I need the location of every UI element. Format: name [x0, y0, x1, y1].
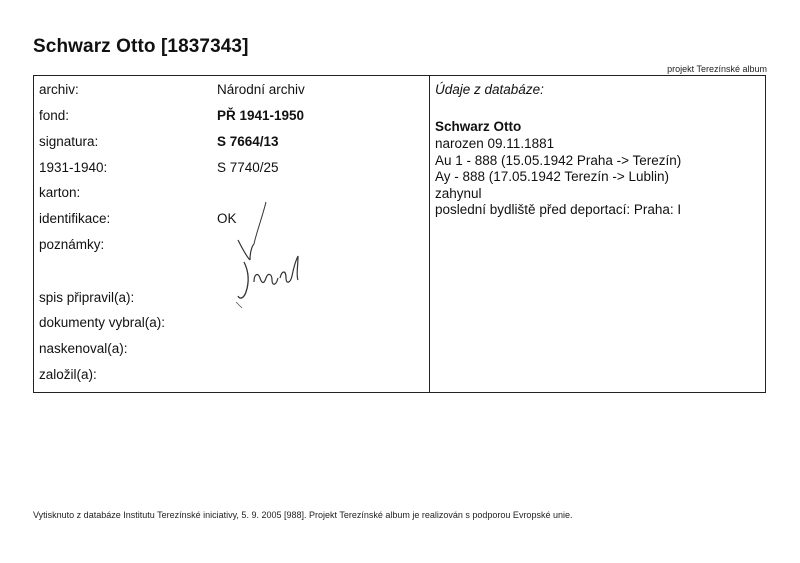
- info-line-birth: narozen 09.11.1881: [435, 136, 555, 151]
- field-label: fond:: [39, 108, 70, 123]
- person-name: Schwarz Otto: [435, 118, 522, 134]
- database-heading: Údaje z databáze:: [435, 82, 544, 97]
- project-label: projekt Terezínské album: [667, 64, 767, 74]
- page-title: Schwarz Otto [1837343]: [33, 36, 249, 57]
- field-label: dokumenty vybral(a):: [39, 315, 166, 330]
- field-label: archiv:: [39, 82, 79, 97]
- database-info: [435, 82, 760, 219]
- info-line-residence: poslední bydliště před deportací: Praha: I: [435, 202, 682, 217]
- column-divider: [429, 76, 430, 392]
- info-line-fate: zahynul: [435, 185, 482, 201]
- field-label: karton:: [39, 185, 81, 200]
- field-value: S 7664/13: [217, 134, 279, 149]
- info-line-transport-1: Au 1 - 888 (15.05.1942 Praha -> Terezín): [435, 152, 682, 168]
- field-label: poznámky:: [39, 237, 105, 252]
- field-label: naskenoval(a):: [39, 341, 128, 356]
- field-value: Národní archiv: [217, 82, 305, 97]
- info-line-transport-2: Ay - 888 (17.05.1942 Terezín -> Lublin): [435, 169, 670, 184]
- field-value: S 7740/25: [217, 160, 279, 175]
- footer-note: Vytisknuto z databáze Institutu Terezínské iniciativy, 5. 9. 2005 [988]. Projekt Terezínské album je realizován s podporou Evropské unie.: [33, 510, 573, 520]
- field-label: signatura:: [39, 134, 99, 149]
- record-card: [33, 75, 766, 393]
- field-value: OK: [217, 211, 237, 226]
- archive-fields: [39, 82, 424, 388]
- handwritten-signature: [214, 200, 314, 310]
- field-label: spis připravil(a):: [39, 290, 135, 305]
- field-label: 1931-1940:: [39, 160, 108, 175]
- field-label: založil(a):: [39, 367, 97, 382]
- field-label: identifikace:: [39, 211, 111, 226]
- field-value: PŘ 1941-1950: [217, 108, 305, 123]
